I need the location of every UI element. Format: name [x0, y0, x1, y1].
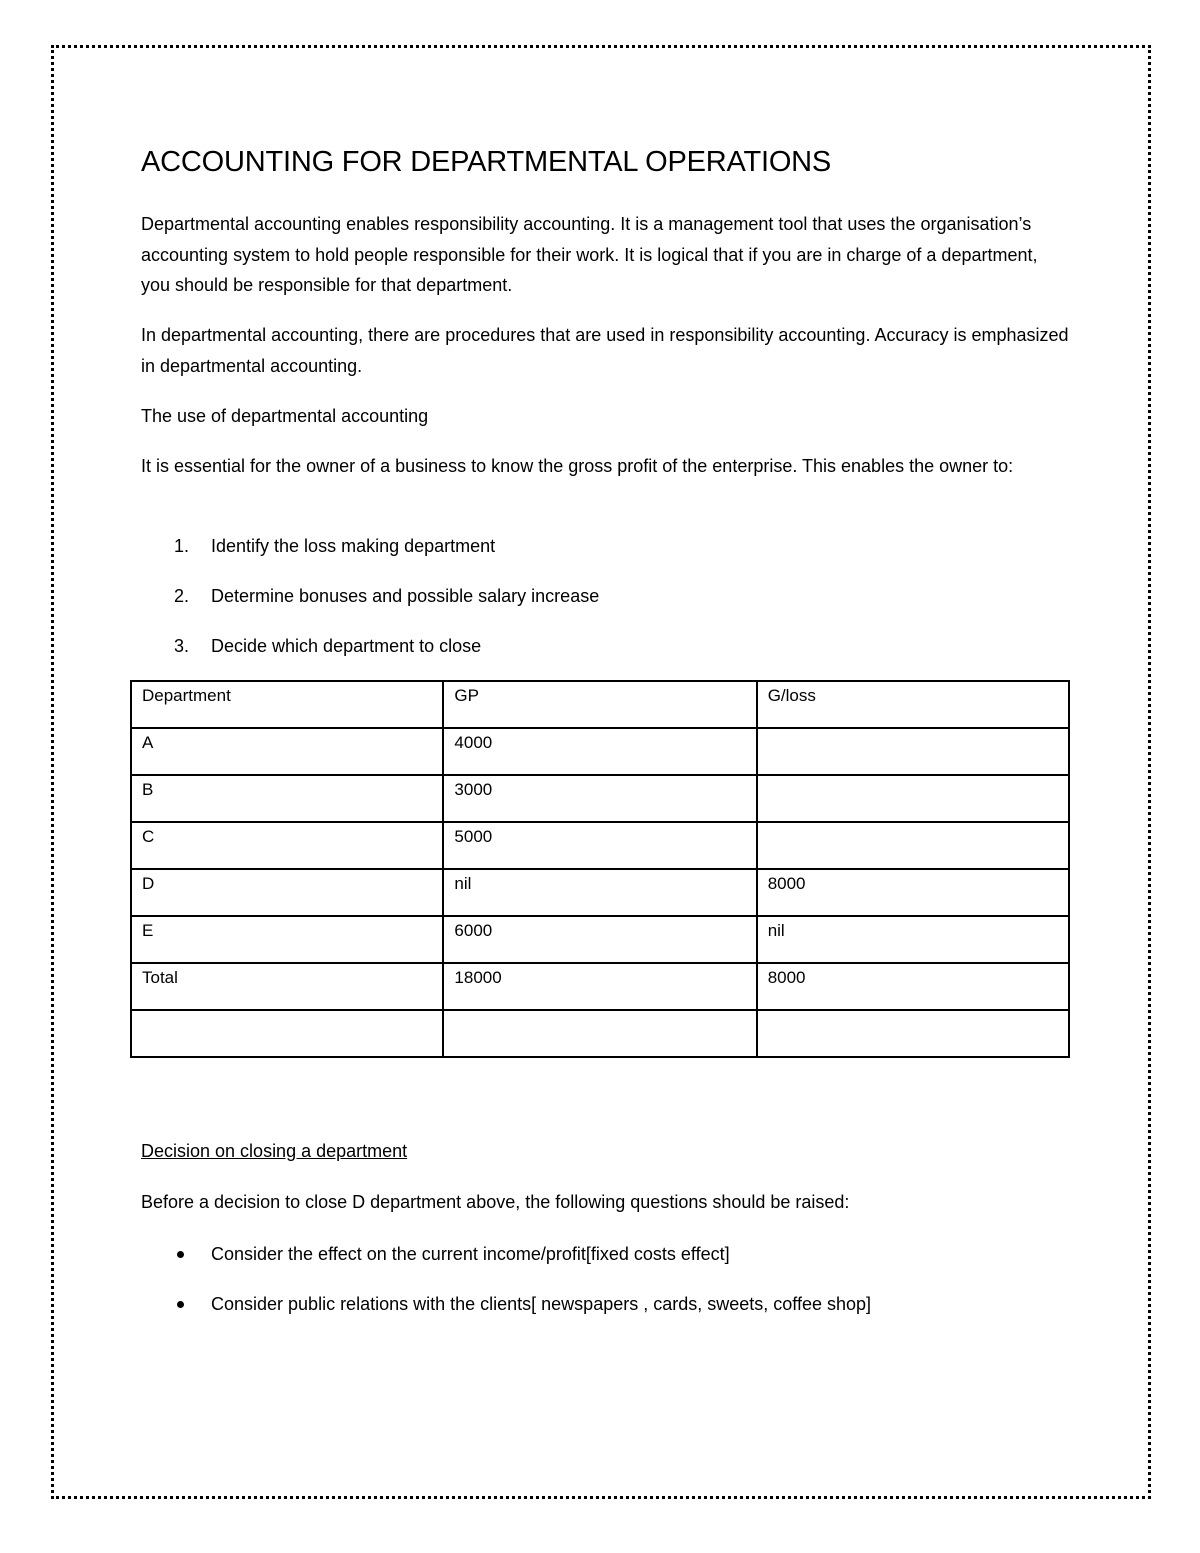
list-item-text: Consider the effect on the current income/profit[fixed costs effect] — [211, 1244, 730, 1264]
table-header-row — [131, 681, 1069, 728]
paragraph-owner: It is essential for the owner of a business to know the gross profit of the enterprise. This enables the owner to: — [141, 456, 1014, 476]
table-cell: 18000 — [443, 963, 756, 1010]
table-cell — [443, 1010, 756, 1057]
paragraph-intro: Departmental accounting enables responsibility accounting. It is a management tool that uses the organisation’s accounting system to hold people responsible for their work. It is logical that if you are in charge of a department, you should be responsible for that department. — [141, 214, 1038, 295]
document-title: ACCOUNTING FOR DEPARTMENTAL OPERATIONS — [141, 146, 832, 178]
list-marker: 3. — [174, 636, 190, 656]
bullet-icon — [177, 1301, 184, 1308]
table-cell — [757, 775, 1069, 822]
table-cell: 8000 — [757, 869, 1069, 916]
table-cell: 5000 — [443, 822, 756, 869]
table-cell: 8000 — [757, 963, 1069, 1010]
table-row-empty — [131, 1010, 1069, 1057]
table-row-total — [131, 963, 1069, 1010]
table-cell: 6000 — [443, 916, 756, 963]
table-cell: E — [131, 916, 443, 963]
table-header-cell: GP — [443, 681, 756, 728]
paragraph-decision-intro: Before a decision to close D department above, the following questions should be raised: — [141, 1192, 850, 1212]
list-item-text: Determine bonuses and possible salary increase — [211, 586, 600, 606]
list-item-text: Decide which department to close — [211, 636, 482, 656]
table-row — [131, 822, 1069, 869]
table-cell: nil — [443, 869, 756, 916]
table-header-cell: Department — [131, 681, 443, 728]
paragraph-use-heading: The use of departmental accounting — [141, 406, 429, 426]
paragraph-procedures: In departmental accounting, there are procedures that are used in responsibility accounting. Accuracy is emphasized in departmental accounting. — [141, 325, 1069, 376]
table-cell: Total — [131, 963, 443, 1010]
table-row — [131, 916, 1069, 963]
list-marker: 2. — [174, 586, 190, 606]
table-cell — [131, 1010, 443, 1057]
table-cell — [757, 1010, 1069, 1057]
table-cell: D — [131, 869, 443, 916]
table-cell: C — [131, 822, 443, 869]
table-row — [131, 775, 1069, 822]
table-row — [131, 728, 1069, 775]
list-item-text: Consider public relations with the clients[ newspapers , cards, sweets, coffee shop] — [211, 1294, 872, 1314]
section-heading: Decision on closing a department — [141, 1141, 408, 1161]
table-cell: A — [131, 728, 443, 775]
table-cell — [757, 728, 1069, 775]
table-cell — [757, 822, 1069, 869]
table-cell: B — [131, 775, 443, 822]
table-cell: 4000 — [443, 728, 756, 775]
list-marker: 1. — [174, 536, 190, 556]
bullet-icon — [177, 1251, 184, 1258]
table-header-cell: G/loss — [757, 681, 1069, 728]
table-row — [131, 869, 1069, 916]
table-cell: nil — [757, 916, 1069, 963]
table-cell: 3000 — [443, 775, 756, 822]
list-item-text: Identify the loss making department — [211, 536, 496, 556]
department-table — [130, 680, 1070, 1058]
